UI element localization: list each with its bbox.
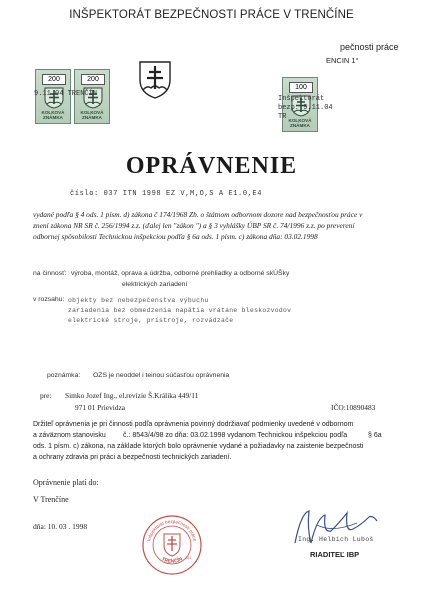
rozsah-line-3: elektrické stroje, prístroje, rozvádzače	[68, 317, 234, 324]
recipient-city: 971 01 Prievidza	[75, 403, 126, 412]
official-seal-icon	[141, 514, 203, 576]
seal-number: 101	[185, 556, 192, 560]
issuer-header: INŠPEKTORÁT BEZPEČNOSTI PRÁCE V TRENČÍNE	[69, 9, 354, 21]
coat-of-arms-icon	[138, 60, 172, 100]
stamp-value: 200	[42, 74, 66, 85]
stamp-overprint: 9.11.04 TRENČÍN	[34, 90, 98, 98]
conditions-line-2b: č.: 8543/4/98 zo dňa: 03.02.1998 vydanom Technickou inšpekciou podľa	[123, 432, 348, 439]
signatory-title: RIADITEĽ IBP	[310, 550, 360, 559]
cinnost-line-1: výroba, montáž, oprava a údržba, odborné prehliadky a odborné skÚŠky	[71, 270, 290, 277]
poznamka-label: poznámka:	[47, 372, 81, 379]
validity-label: Oprávnenie platí do:	[33, 478, 99, 487]
intro-line-3: odbornej spôsobilosti Technickou inšpekciou podľa § 6a ods. 1 písm. c) zákona dňa: 03.02.1998	[33, 232, 318, 241]
document-number: číslo: 037 ITN 1998 EZ V,M,O,S A E1.0,E4	[70, 190, 263, 198]
stamp-overprint: Inšpektorát bezp. 9.11.04 TR	[278, 95, 333, 121]
rozsah-label: v rozsahu:	[33, 296, 65, 303]
seal-bottom-text: TRENČÍN	[160, 556, 184, 565]
intro-line-1: vydané podľa § 4 ods. 1 písm. d) zákona č 174/1968 Zb. o štátnom odbornom dozore nad bezpečnosťou práce v	[33, 210, 363, 219]
conditions-line-4: a ochrany zdravia pri práci a bezpečnosti technických zariadení.	[33, 454, 232, 461]
header-fragment-2: ENCIN 1°	[326, 56, 359, 65]
recipient-ico: IČO:10890483	[331, 403, 376, 412]
issue-date: dňa: 10. 03 . 1998	[33, 522, 88, 531]
svg-text:TRENČÍN	[160, 556, 183, 565]
place: V Trenčíne	[33, 495, 69, 504]
poznamka-text: OZS je neoddel i teinou súčasťou oprávnenia	[93, 372, 230, 379]
stamp-value: 200	[81, 74, 105, 85]
cinnost-line-2: elektrických zariadení	[122, 281, 188, 288]
rozsah-line-2: zariadenia bez obmedzenia napätia vrátane bleskozvodov	[68, 307, 292, 314]
rozsah-line-1: objekty bez nebezpečenstva výbuchu	[68, 297, 209, 304]
seal-ring-text: Inšpektorát bezpečnosti práce	[146, 518, 198, 542]
conditions-line-3: ods. 1 písm. c) zákona, na základe ktorých bolo oprávnenie vydané a požiadavky na zaistenie bezpečnosti	[33, 443, 364, 450]
intro-line-2: znení zákona NR SR č. 256/1994 z.z. (ďalej len "zákon ") a § 3 vyhlášky ÚBP SR č. 74/1996 z.z. po preverení	[33, 221, 355, 230]
conditions-line-1: Držiteľ oprávnenia je pri činnosti podľa oprávnenia povinný dodržiavať podmienky uvedené v odbornom	[33, 421, 354, 428]
recipient-name: Simko Jozef Ing., el.revízie Š.Králika 449/11	[65, 391, 199, 400]
cinnost-label: na činnosť:	[33, 270, 67, 277]
stamp-label: KOLKOVÁ ZNÁMKA	[288, 118, 312, 128]
recipient-label: pre:	[40, 391, 52, 400]
header-fragment: pečnosti práce	[340, 42, 399, 52]
stamp-label: KOLKOVÁ ZNÁMKA	[41, 110, 65, 120]
document-title: OPRÁVNENIE	[125, 153, 298, 179]
stamp-label: KOLKOVÁ ZNÁMKA	[80, 110, 104, 120]
conditions-line-2c: § 6a	[368, 432, 382, 439]
stamp-value: 100	[289, 82, 313, 93]
conditions-line-2a: a záväznom stanovisku	[33, 432, 106, 439]
signatory-name: Ing. Helbich Luboš	[298, 536, 374, 543]
